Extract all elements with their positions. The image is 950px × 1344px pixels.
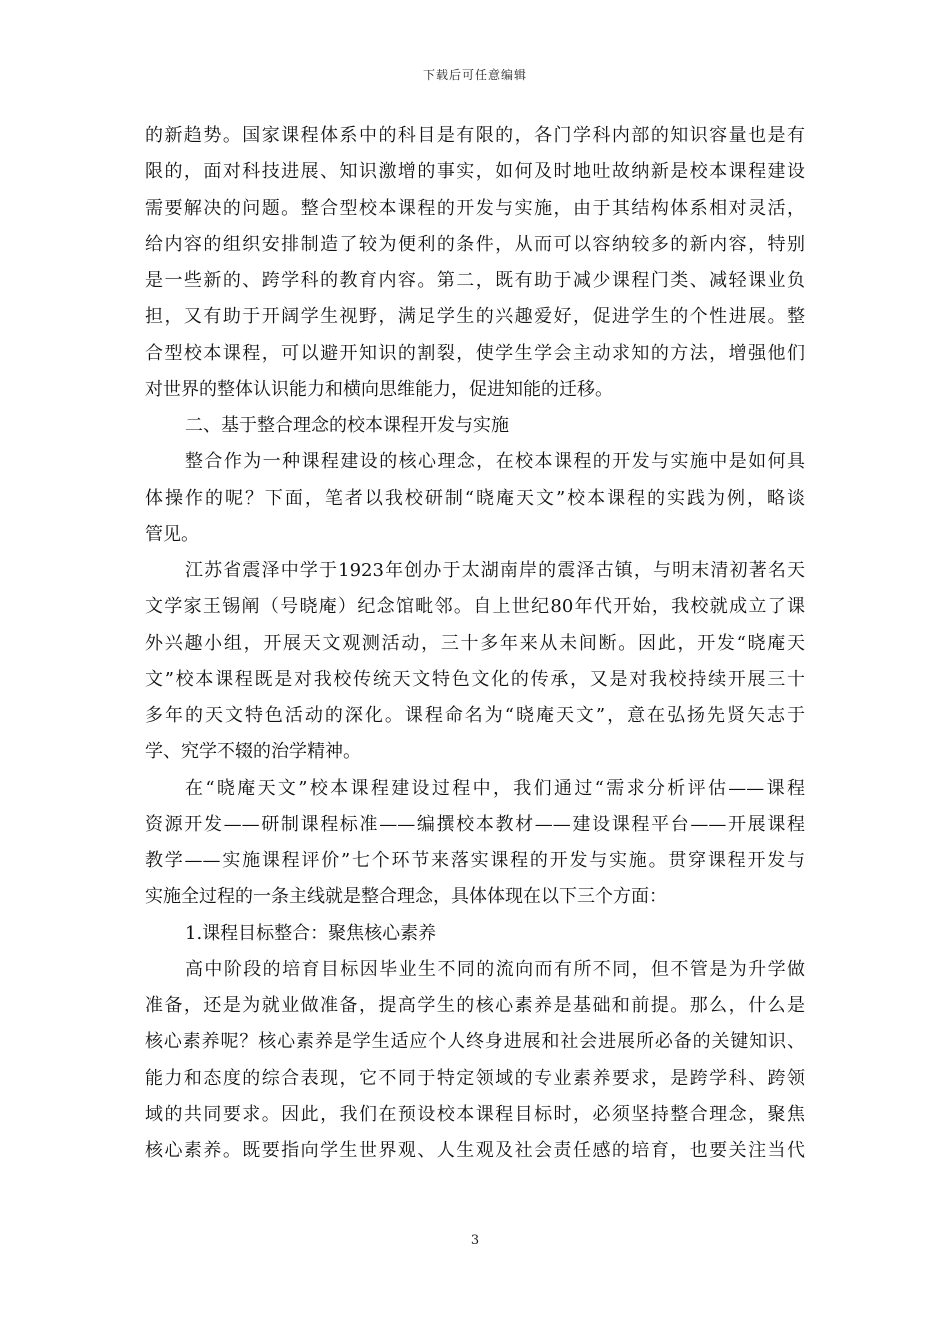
text-line: 核心素养。既要指向学生世界观、人生观及社会责任感的培育，也要关注当代: [145, 1140, 805, 1161]
text-line: 管见。: [145, 523, 199, 545]
text-line: 资源开发——研制课程标准——编撰校本教材——建设课程平台——开展课程: [145, 813, 805, 835]
text-line: 能力和态度的综合表现，它不同于特定领域的专业素养要求，是跨学科、跨领: [145, 1067, 805, 1089]
subsection-heading: 1.课程目标整合：聚焦核心素养: [185, 922, 437, 944]
text-line: 准备，还是为就业做准备，提高学生的核心素养是基础和前提。那么，什么是: [145, 995, 805, 1016]
text-line: 核心素养呢？核心素养是学生适应个人终身进展和社会进展所必备的关键知识、: [145, 1031, 805, 1053]
text-line: 给内容的组织安排制造了较为便利的条件，从而可以容纳较多的新内容，特别: [145, 233, 805, 255]
text-line: 需要解决的问题。整合型校本课程的开发与实施，由于其结构体系相对灵活，: [145, 197, 805, 219]
text-line: 多年的天文特色活动的深化。课程命名为“晓庵天文”，意在弘扬先贤矢志于: [145, 705, 805, 726]
text-line: 合型校本课程，可以避开知识的割裂，使学生学会主动求知的方法，增强他们: [145, 342, 805, 364]
text-line: 在“晓庵天文”校本课程建设过程中，我们通过“需求分析评估——课程: [185, 777, 805, 799]
text-line: 限的，面对科技进展、知识激增的事实，如何及时地吐故纳新是校本课程建设: [145, 161, 805, 183]
text-line: 整合作为一种课程建设的核心理念，在校本课程的开发与实施中是如何具: [185, 451, 805, 473]
text-line: 是一些新的、跨学科的教育内容。第二，既有助于减少课程门类、减轻课业负: [145, 270, 805, 291]
text-line: 担，又有助于开阔学生视野，满足学生的兴趣爱好，促进学生的个性进展。整: [145, 306, 805, 328]
text-line: 的新趋势。国家课程体系中的科目是有限的，各门学科内部的知识容量也是有: [145, 125, 805, 146]
text-line: 实施全过程的一条主线就是整合理念，具体体现在以下三个方面：: [145, 886, 667, 908]
text-line: 教学——实施课程评价”七个环节来落实课程的开发与实施。贯穿课程开发与: [145, 850, 805, 871]
section-heading: 二、基于整合理念的校本课程开发与实施: [185, 415, 509, 436]
text-line: 文学家王锡阐（号晓庵）纪念馆毗邻。自上世纪80年代开始，我校就成立了课: [145, 596, 805, 618]
text-line: 高中阶段的培育目标因毕业生不同的流向而有所不同，但不管是为升学做: [185, 958, 805, 980]
text-line: 体操作的呢？下面，笔者以我校研制“晓庵天文”校本课程的实践为例，略谈: [145, 487, 805, 509]
text-line: 文”校本课程既是对我校传统天文特色文化的传承，又是对我校持续开展三十: [145, 668, 805, 690]
text-line: 学、究学不辍的治学精神。: [145, 741, 361, 763]
text-line: 对世界的整体认识能力和横向思维能力，促进知能的迁移。: [145, 378, 613, 400]
text-line: 江苏省震泽中学于1923年创办于太湖南岸的震泽古镇，与明末清初著名天: [185, 560, 805, 581]
page-header: 下载后可任意编辑: [422, 68, 527, 82]
page-number: 3: [470, 1233, 480, 1248]
document-body: [145, 118, 805, 1169]
text-line: 外兴趣小组，开展天文观测活动，三十多年来从未间断。因此，开发“晓庵天: [145, 632, 805, 654]
text-line: 域的共同要求。因此，我们在预设校本课程目标时，必须坚持整合理念，聚焦: [145, 1103, 805, 1125]
